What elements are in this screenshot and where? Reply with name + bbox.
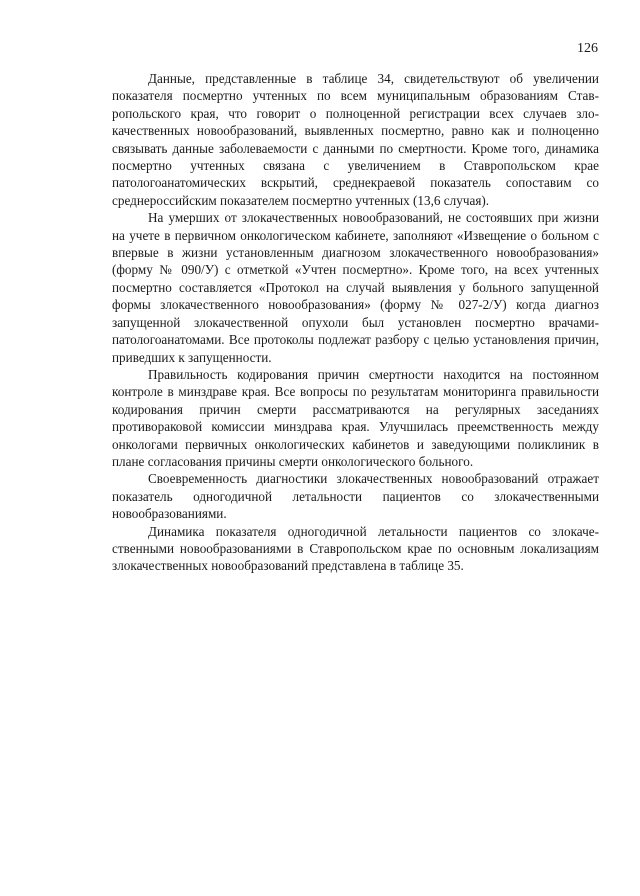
page-number: 126 — [577, 41, 598, 56]
paragraph-2: На умерших от злокачественных новообразований, не состоявших при жизни на учете в первичном онкологическом кабинете, заполняют «Извещение о больном с впервые в жизни установленным диагнозом злокачественного новообразования» (форму № 090/У) с отметкой «Учтен посмертно». Кроме того, на всех учтенных посмертно составляется «Протокол на случай выявления у больного запущенной формы злокачественного новообразования» (форму № 027-2/У) когда диагноз запущенной злокачественной опухоли был установлен посмертно врачами-патологоанатомами. Все протоколы подлежат разбору с целью установления причин, приведших к запущенности. — [112, 210, 599, 365]
document-body — [112, 70, 599, 575]
paragraph-3: Правильность кодирования причин смертности находится на постоянном контроле в минздраве края. Все вопросы по результатам мониторинга правильности кодирования причин смерти рассматриваются на регулярных заседаниях противораковой комиссии минздрава края. Улучшилась преемственность между онкологами первичных онкологических кабинетов и заведующими поликлиник в плане согласования причины смерти онкологического больного. — [112, 366, 599, 469]
paragraph-4: Своевременность диагностики злокачественных новообразований отражает показатель одногодичной летальности пациентов со злокачественными новообразованиями. — [112, 471, 599, 522]
paragraph-5: Динамика показателя одногодичной летальности пациентов со злокачественными новообразованиями в Ставропольском крае по основным локализациям злокачественных новообразований представлена в таблице 35. — [112, 523, 599, 574]
paragraph-1: Данные, представленные в таблице 34, свидетельствуют об увеличении показателя посмертно учтенных по всем муниципальным образованиям Ставропольского края, что говорит о полноценной регистрации всех случаев злокачественных новообразований, выявленных посмертно, равно как и полноценно связывать данные заболеваемости с данными по смертности. Кроме того, динамика посмертно учтенных связана с увеличением в Ставропольском крае патологоанатомических вскрытий, среднекраевой показатель сопоставим со среднероссийским показателем посмертно учтенных (13,6 случая). — [112, 71, 599, 208]
